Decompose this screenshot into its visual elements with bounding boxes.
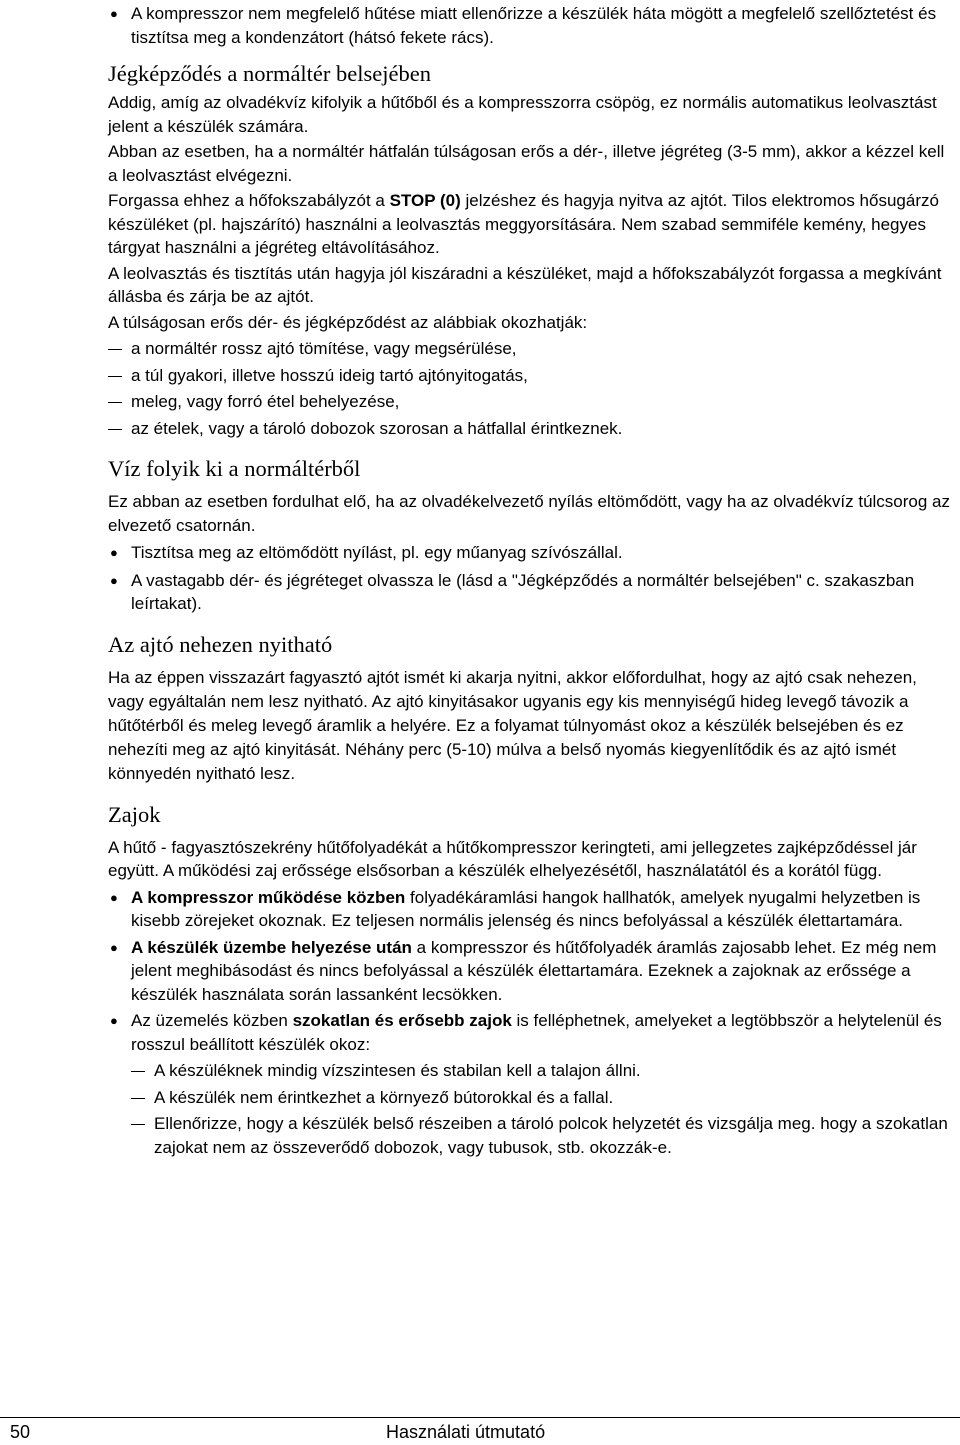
paragraph: Addig, amíg az olvadékvíz kifolyik a hűtőből és a kompresszorra csöpög, ez normális automatikus leolvasztást jelent a készülék számára. — [108, 93, 937, 136]
bullet-dot-icon: ● — [110, 1013, 118, 1028]
section-heading-water-leak: Víz folyik ki a normáltérből — [108, 456, 361, 481]
list-item: az ételek, vagy a tároló dobozok szorosan a hátfallal érintkeznek. — [108, 417, 953, 441]
section-heading-door: Az ajtó nehezen nyitható — [108, 631, 333, 657]
list-item: a normáltér rossz ajtó tömítése, vagy megsérülése, — [108, 337, 953, 361]
page-content — [108, 2, 953, 1159]
bullet-dot-icon: ● — [110, 939, 118, 955]
footer-title: Használati útmutató — [386, 1422, 546, 1442]
dash-icon — [131, 1098, 145, 1099]
list-item: A készüléknek mindig vízszintesen és stabilan kell a talajon állni. — [131, 1059, 953, 1083]
footer-divider — [0, 1417, 960, 1418]
top-bullet-list — [108, 2, 953, 49]
bullet-dot-icon: ● — [110, 572, 118, 588]
paragraph: A leolvasztás és tisztítás után hagyja jól kiszáradni a készüléket, majd a hőfokszabályzót forgassa a megkívánt állásba és zárja be az ajtót. — [108, 263, 942, 306]
bullet-dot-icon: ● — [110, 889, 118, 905]
list-item: ● A kompresszor nem megfelelő hűtése miatt ellenőrizze a készülék háta mögött a megfelelő szellőztetést és tisztítsa meg a kondenzátort (hátsó fekete rács). — [110, 4, 937, 47]
dash-icon — [108, 349, 122, 350]
list-item: ● A vastagabb dér- és jégréteget olvassza le (lásd a "Jégképződés a normáltér belsejében" c. szakaszban leírtakat). — [110, 570, 915, 613]
dash-icon — [131, 1071, 145, 1072]
leak-bullet-list — [108, 541, 953, 616]
paragraph: Abban az esetben, ha a normáltér hátfalán túlságosan erős a dér-, illetve jégréteg (3-5 mm), akkor a kézzel kell a leolvasztást elvégezni. — [108, 142, 945, 185]
dash-icon — [108, 402, 122, 403]
paragraph: Ez abban az esetben fordulhat elő, ha az olvadékelvezető nyílás eltömődött, vagy ha az olvadékvíz túlcsorog az elvezető csatornán. — [108, 492, 951, 535]
paragraph: A hűtő - fagyasztószekrény hűtőfolyadékát a hűtőkompresszor keringteti, ami jellegzetes zajképződéssel jár együtt. A működési zaj erőssége elsősorban a készülék elhelyezésétől, használatától és a korától függ. — [108, 837, 917, 880]
noise-bullet-list — [108, 886, 953, 1160]
bullet-dot-icon: ● — [110, 6, 118, 21]
paragraph: Forgassa ehhez a hőfokszabályzót a STOP (0) jelzéshez és hagyja nyitva az ajtót. Tilos elektromos hősugárzó készüléket (pl. hajszárító) használni a leolvasztás meggyorsítására. Nem szabad semmiféle kemény, hegyes tárgyat használni a jégréteg eltávolításához. — [108, 191, 939, 257]
section-heading-noise: Zajok — [108, 801, 161, 827]
stop-label: STOP (0) — [389, 191, 461, 210]
list-item: meleg, vagy forró étel behelyezése, — [108, 390, 953, 414]
dash-icon — [108, 429, 122, 430]
noise-dash-list — [108, 1059, 953, 1159]
list-item: A készülék nem érintkezhet a környező bútorokkal és a fallal. — [131, 1086, 953, 1110]
list-item: ● Tisztítsa meg az eltömődött nyílást, pl. egy műanyag szívószállal. — [108, 541, 953, 565]
list-item: ● A készülék üzembe helyezése után a kompresszor és hűtőfolyadék áramlás zajosabb lehet. Ez még nem jelent meghibásodást és nincs befolyással a készülék élettartamára. Ezeknek a zajoknak az erőssége a készülék használata során lassanként lecsökken. — [110, 937, 937, 1004]
paragraph: Ha az éppen visszazárt fagyasztó ajtót ismét ki akarja nyitni, akkor előfordulhat, hogy az ajtó csak nehezen, vagy egyáltalán nem lesz nyitható. Az ajtó kinyitásakor ugyanis egy kis mennyiségű hideg levegő távozik a hűtőtérből és meleg levegő áramlik a helyére. Ez a folyamat túlnyomást okoz a készülék belsejében és ez nehezíti meg az ajtó kinyitását. Néhány perc (5-10) múlva a belső nyomás kiegyenlítődik és az ajtó ismét könnyedén nyitható lesz. — [108, 667, 917, 783]
paragraph: A túlságosan erős dér- és jégképződést az alábbiak okozhatják: — [108, 312, 588, 332]
list-item: a túl gyakori, illetve hosszú ideig tartó ajtónyitogatás, — [108, 364, 953, 388]
page-number: 50 — [10, 1422, 31, 1442]
bullet-dot-icon: ● — [110, 545, 118, 560]
list-item: Ellenőrizze, hogy a készülék belső részeiben a tároló polcok helyzetét és vizsgálja meg. hogy a szokatlan zajokat nem az összeverődő dobozok, vagy tubusok, stb. okozzák-e. — [131, 1112, 953, 1159]
cause-dash-list — [0, 337, 953, 440]
dash-icon — [131, 1124, 145, 1125]
list-item: ● A kompresszor működése közben folyadékáramlási hangok hallhatók, amelyek nyugalmi helyzetben is kisebb zörejeket okoznak. Ez teljesen normális jelenség és nincs befolyással a készülék élettartamára. — [110, 887, 921, 930]
list-item: ● Az üzemelés közben szokatlan és erősebb zajok is felléphetnek, amelyeket a legtöbbször a helytelenül és rosszul beállított készülék okoz: A készüléknek mindig vízszintesen és stabilan kell a talajon állni. A készülék nem érintkezhet a környező bútorokkal és a fallal. Ellenőrizze, hogy a készülék belső részeiben a tároló polcok helyzetét és vizsgálja meg. hogy a szokatlan zajokat nem az összeverődő dobozok, vagy tubusok, stb. okozzák-e. — [108, 1009, 953, 1159]
section-heading-ice-formation: Jégképződés a normáltér belsejében — [108, 61, 431, 86]
dash-icon — [108, 376, 122, 377]
